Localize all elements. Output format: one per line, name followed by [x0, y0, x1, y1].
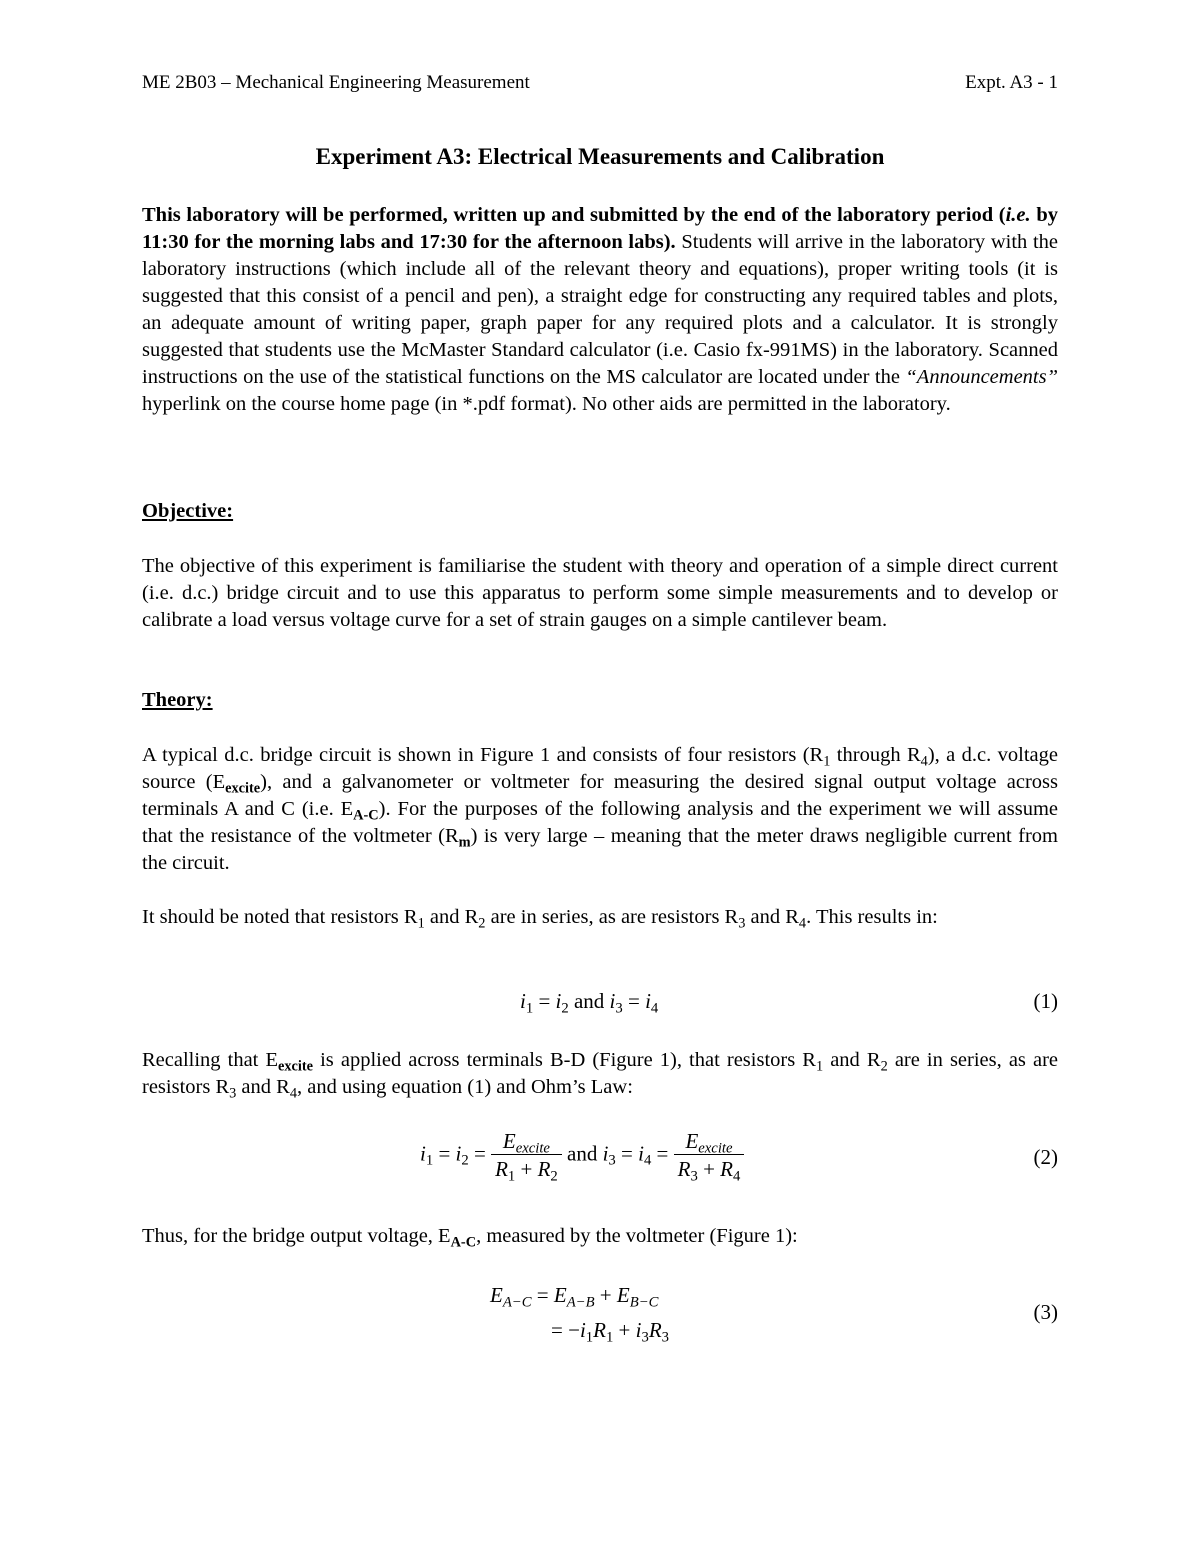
intro-bold-deadline: by 11:30 for the morning labs and 17:30 for the afternoon labs).	[142, 204, 1058, 253]
equation-3-number: (3)	[1033, 1300, 1058, 1324]
fraction-r3-r4: $\frac{E_{excite}}{R_3 + R_4}$	[674, 1128, 745, 1183]
theory-paragraph-3: Recalling that $E_{excite}$ is applied across terminals B-D (Figure 1), that resistors $R_1$ and $R_2$ are in series, as are resistors $R_3$ and $R_4$, and using equation (1) and Ohm’s Law:	[142, 1049, 1059, 1102]
intro-text-end: hyperlink on the course home page (in *.pdf format). No other aids are permitted in the laboratory.	[142, 393, 951, 415]
theory-heading: Theory:	[142, 689, 213, 711]
equation-2: $i_1 = i_2$ = $\frac{E_{excite}}{R_1 + R_2}$ and $i_3 = i_4$ = $\frac{E_{excite}}{R_3 + R_4}$	[420, 1128, 744, 1183]
objective-paragraph: The objective of this experiment is familiarise the student with theory and operation of a simple direct current (i.e. d.c.) bridge circuit and to use this apparatus to perform some simple measurements and to develop or calibrate a load versus voltage curve for a set of strain gauges on a simple cantilever beam.	[142, 555, 1058, 631]
document-title: Experiment A3: Electrical Measurements and Calibration	[315, 144, 885, 169]
theory-paragraph-4: Thus, for the bridge output voltage, $E_{A-C}$, measured by the voltmeter (Figure 1):	[142, 1225, 798, 1251]
intro-bold-text: This laboratory will be performed, written up and submitted by the end of the laboratory period (	[142, 204, 1006, 226]
equation-3-line-1: $E_{A-C} = E_{A-B} + E_{B-C}$	[490, 1283, 659, 1311]
announcements-link[interactable]: “Announcements”	[905, 366, 1058, 388]
fraction-r1-r2: $\frac{E_{excite}}{R_1 + R_2}$	[491, 1128, 562, 1183]
equation-3-line-2: = $-i_1R_1 + i_3R_3$	[551, 1318, 669, 1346]
equation-1: $i_1 = i_2$ and $i_3 = i_4$	[520, 989, 659, 1017]
equation-2-number: (2)	[1033, 1145, 1058, 1169]
intro-bold-ie: i.e.	[1005, 204, 1031, 226]
header-page-ref: Expt. A3 - 1	[965, 72, 1058, 93]
theory-paragraph-2: It should be noted that resistors $R_1$ and $R_2$ are in series, as are resistors $R_3$ and $R_4$. This results in:	[142, 906, 938, 932]
theory-paragraph-1: A typical d.c. bridge circuit is shown in Figure 1 and consists of four resistors ($R_1$ through $R_4$), a d.c. voltage source $(E_{excite})$, and a galvanometer or voltmeter for measuring the desired signal output voltage across terminals A and C (i.e. $E_{A-C}$). For the purposes of the following analysis and the experiment we will assume that the resistance of the voltmeter $(R_m)$ is very large – meaning that the meter draws negligible current from the circuit.	[142, 744, 1059, 874]
intro-text: Students will arrive in the laboratory with the laboratory instructions (which include all of the relevant theory and equations), proper writing tools (it is suggested that this consist of a pencil and pen), a straight edge for constructing any required tables and plots, an adequate amount of writing paper, graph paper for any required plots and a calculator. It is strongly suggested that students use the McMaster Standard calculator (i.e. Casio fx-991MS) in the laboratory. Scanned instructions on the use of the statistical functions on the MS calculator are located under the	[142, 231, 1058, 388]
equation-1-number: (1)	[1033, 989, 1058, 1013]
objective-heading: Objective:	[142, 500, 234, 522]
header-course: ME 2B03 – Mechanical Engineering Measurement	[142, 72, 530, 93]
intro-paragraph	[142, 202, 1058, 418]
